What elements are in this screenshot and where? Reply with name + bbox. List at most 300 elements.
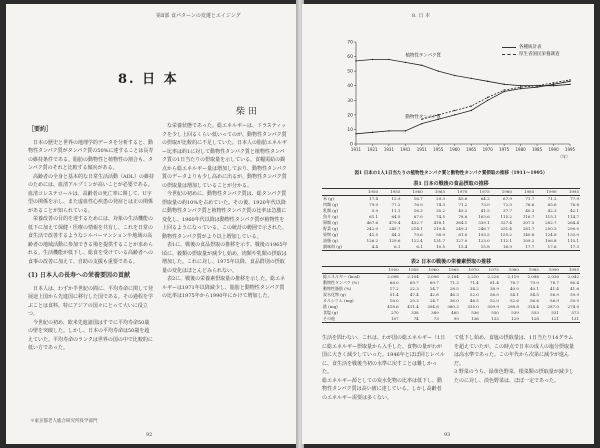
table-cell: 553: [531, 310, 539, 315]
table-cell: 74.5: [436, 214, 446, 219]
table-cell: 64.5: [391, 214, 401, 219]
column-header: 1985: [528, 267, 539, 272]
table-cell: 123.0: [478, 238, 490, 243]
table-cell: 44.3: [391, 232, 401, 237]
table-cell: 28.5: [449, 286, 459, 291]
table-cell: 573: [571, 310, 579, 315]
table-cell: 112.1: [500, 238, 512, 243]
left-column: [28, 122, 154, 353]
table-cell: 85.6: [547, 202, 557, 207]
table-cell: その他: [323, 316, 335, 321]
x-tick-label: 1960: [449, 147, 460, 152]
table-cell: 131: [571, 316, 579, 321]
body-paragraph: 日本人は、わずか半世紀の間に、平均寿命に関して発展途上国から先進国に移行した国である。その過程を学ぶことは食料、特にアジアの国々にとって大いに役立つ。: [28, 285, 154, 317]
table-cell: 77.2: [391, 202, 401, 207]
table-cell: 249.3: [455, 226, 468, 231]
data-point: [569, 81, 570, 82]
column-header: 1950: [367, 189, 379, 194]
table-cell: 54.1: [509, 292, 519, 297]
table-cell: 54.5: [530, 292, 539, 297]
table-cell: 56.9: [550, 292, 559, 297]
table-cell: 16.7: [413, 196, 423, 201]
table-cell: 40.3: [525, 208, 535, 213]
table-cell: 56.0: [489, 292, 499, 297]
x-tick-label: 1990: [548, 147, 559, 152]
table-cell: 128: [531, 316, 539, 321]
table-cell: 133.0: [567, 232, 579, 237]
data-point: [520, 88, 521, 89]
data-point: [355, 133, 356, 134]
y-tick-label: 10: [347, 127, 353, 133]
table-cell: 380.3: [447, 304, 459, 309]
table-cell: 389: [431, 310, 439, 315]
data-point: [553, 84, 554, 85]
table-cell: 74: [413, 316, 419, 321]
series-annotation: 動物性タンパク質: [405, 114, 442, 120]
food-intake-table: [322, 188, 580, 251]
table-cell: 122.4: [411, 238, 423, 243]
table-cell: 魚介 (g): [323, 214, 338, 219]
table-cell: 307.5: [522, 220, 535, 225]
body-paragraph: 表2に、戦後の栄養素摂取量の推移を示した。総エネルギーは1971年以降減少し、脂肪と動物性タンパク質の比率は1975年から1990年にかけて増加した。: [162, 276, 286, 299]
table-cell: 56.9: [550, 298, 559, 303]
table-cell: 270: [391, 310, 399, 315]
data-point: [421, 123, 422, 124]
data-point: [553, 85, 554, 86]
table-cell: 42.1: [570, 208, 579, 213]
section-paragraphs: [28, 285, 154, 353]
table-cell: 121: [551, 316, 559, 321]
table-cell: 肉類 (g): [323, 202, 338, 207]
right-page: [302, 4, 594, 444]
table-cell: 29.3: [436, 196, 446, 201]
column-header: [322, 189, 357, 196]
right-column: [162, 122, 288, 301]
body-paragraph: 今世紀の初め、欧米先進諸国はすでに平均寿命50歳の壁を突破した。しかし、日本の平均寿命は50歳を超えていた。平均寿命のランクは世界の国の中で比較的に低い方であった。: [28, 319, 153, 351]
table-cell: 67.9: [503, 196, 512, 201]
table-cell: 124.8: [545, 232, 557, 237]
table-cell: 127.0: [455, 238, 468, 243]
table-cell: 79.0: [530, 280, 539, 285]
table-cell: 129: [511, 316, 519, 321]
table-cell: 2,119: [507, 274, 519, 279]
table-cell: 40.1: [530, 286, 539, 291]
table-cell: 72.5: [503, 202, 512, 207]
data-point: [372, 59, 373, 60]
y-tick-label: 30: [347, 98, 353, 104]
left-page: [6, 4, 298, 444]
table-cell: 2,226: [487, 274, 499, 279]
table-row: [322, 244, 580, 251]
table-cell: 109.2: [522, 238, 535, 243]
table-cell: 2,104: [407, 274, 419, 279]
table-cell: 17.7: [525, 244, 535, 249]
data-point: [503, 89, 504, 90]
x-tick-label: 1985: [531, 147, 543, 152]
table-cell: 78.7: [509, 280, 519, 285]
table-cell: 411.4: [407, 304, 419, 309]
table-cell: 10.5: [436, 244, 446, 249]
table-cell: 41.6: [570, 286, 579, 291]
footnote: ＊東京都老人総合研究所疫学部門: [30, 419, 98, 424]
table-cell: 76.6: [525, 202, 535, 207]
x-tick-label: 1980: [515, 147, 526, 152]
summary-paragraphs: [28, 139, 154, 267]
x-tick-label: 1941: [400, 147, 411, 152]
table-cell: 2,026: [547, 274, 559, 279]
data-point: [471, 78, 472, 79]
x-tick-label: 1911: [350, 147, 362, 152]
x-tick-label: 1951: [416, 147, 427, 152]
body-column-left: [322, 334, 446, 402]
table-cell: 99: [453, 316, 459, 321]
y-tick-label: 40: [347, 84, 353, 90]
table-cell: 動物性脂肪 (%): [323, 286, 352, 291]
table-cell: 155.2: [500, 232, 512, 237]
table-cell: 531: [551, 310, 559, 315]
table-cell: 133: [491, 316, 499, 321]
author-name: 柴 田: [236, 107, 257, 117]
table-cell: 163.6: [478, 214, 490, 219]
table-cell: 264.4: [567, 220, 579, 225]
table-cell: 245.7: [388, 226, 401, 231]
table-cell: 140.6: [522, 232, 535, 237]
table-cell: 71.2: [547, 196, 557, 201]
column-header: 1980: [508, 267, 519, 272]
table-cell: 45.6: [458, 196, 468, 201]
figure-caption: 図1 日本の1人1日当たりの植物性タンパク質と動物性タンパク質摂取の推移（1911〜1995）: [354, 171, 548, 176]
table-cell: 74.3: [436, 202, 446, 207]
x-tick-label: 1995: [564, 147, 576, 152]
column-header: 1980: [501, 189, 512, 194]
table-cell: 46.3: [449, 292, 459, 297]
table-cell: 2,042: [567, 274, 579, 279]
table-cell: 309.9: [487, 304, 499, 309]
table-cell: 鉄 (mg): [323, 304, 338, 309]
data-point: [388, 59, 389, 60]
table-cell: 536: [471, 310, 479, 315]
table-cell: 11.1: [391, 208, 401, 213]
x-tick-label: 1931: [383, 147, 395, 152]
data-point: [471, 110, 472, 111]
column-header: 1950: [388, 267, 399, 272]
table-cell: 338: [411, 310, 419, 315]
table-cell: 12.9: [391, 196, 401, 201]
table-cell: 5.9: [371, 208, 379, 213]
table-cell: 4.4: [371, 244, 379, 249]
column-header: 1990: [546, 189, 557, 194]
table-cell: 2,210: [467, 274, 479, 279]
chapter-title: 8. 日 本: [118, 72, 179, 87]
table-cell: カルシウム (mg): [323, 298, 354, 303]
table-cell: 38.9: [489, 286, 499, 291]
table-cell: 17.6: [547, 244, 557, 249]
table-cell: 78.6: [458, 214, 468, 219]
table-cell: 動物性タンパク (%): [323, 280, 359, 285]
column-header: 1965: [434, 189, 446, 194]
nutrient-intake-table: [322, 266, 580, 323]
legend-item: 厚生省国民栄養調査: [502, 51, 560, 58]
table-cell: 287.0: [547, 304, 559, 309]
table-cell: 卵類 (g): [323, 220, 338, 225]
table-cell: 42.8: [429, 292, 439, 297]
data-point: [355, 60, 356, 61]
table-cell: 41.5: [480, 208, 490, 213]
table-cell: 2,184: [447, 274, 459, 279]
table-cell: 45.2: [458, 208, 468, 213]
table-cell: 2,098: [387, 274, 399, 279]
table-cell: 乳類 (g): [323, 208, 338, 213]
table-cell: 58.9: [436, 232, 446, 237]
table-cell: 539: [511, 310, 519, 315]
data-point: [438, 70, 439, 71]
body-paragraph: 3 野菜のうち、緑黄色野菜、根菜類の摂取量が減少したのに対し、淡色野菜は、ほぼ一定であった。: [454, 369, 574, 384]
table-cell: 78.7: [550, 280, 559, 285]
table-cell: 15.4: [458, 244, 468, 249]
table-cell: 261.7: [522, 226, 535, 231]
column-header: [322, 267, 380, 274]
column-header: 1995: [568, 189, 579, 194]
table-cell: 56.6: [530, 298, 539, 303]
table-header-row: [322, 267, 580, 274]
data-point: [487, 97, 488, 98]
table2-caption: 表2 日本の戦後の栄養素摂取の推移: [410, 259, 492, 265]
page-number: 92: [146, 432, 153, 438]
table-cell: 食塩 (g): [323, 310, 338, 315]
table-cell: 339.1: [478, 220, 490, 225]
table-cell: 81.0: [458, 232, 468, 237]
data-point: [536, 86, 537, 87]
table-cell: 42.3: [547, 208, 557, 213]
chart-legend: [502, 44, 560, 58]
table-cell: 290.0: [567, 226, 579, 231]
table-cell: 79.6: [413, 232, 423, 237]
table-cell: 34.2: [469, 286, 479, 291]
table-cell: 69.7: [429, 280, 439, 285]
data-point: [553, 82, 554, 83]
table-cell: 68.0: [389, 280, 399, 285]
table-cell: 52.6: [509, 298, 519, 303]
table-cell: 242.0: [366, 226, 379, 231]
table-cell: 71.2: [458, 202, 468, 207]
column-header: 1970: [457, 189, 468, 194]
table-cell: 71.4: [469, 280, 479, 285]
x-tick-label: 1975: [499, 147, 510, 152]
table-cell: 24.7: [429, 298, 439, 303]
table-header-row: [322, 189, 580, 196]
table-cell: 246.7: [478, 226, 490, 231]
legend-item: 各種統計表: [502, 44, 560, 51]
table-cell: 394.8: [427, 304, 439, 309]
table-cell: 67.0: [413, 214, 423, 219]
body-paragraphs: [162, 122, 288, 301]
legend-dashed-swatch: [502, 54, 516, 55]
body-paragraph: 表1に、戦後の食品摂取の推移を示す。戦後の1965年頃に、穀類の摂取量が減少し始め、肉類や乳類の摂取は増加した。これに対し、1975年以降、食品群別の摂取量の変化はほとんどみられない。: [162, 242, 288, 274]
table-cell: 調味料 (g): [323, 244, 342, 249]
table-cell: 2,096: [427, 274, 439, 279]
table-cell: 17.3: [570, 244, 579, 249]
table-cell: 79.0: [369, 202, 379, 207]
table-cell: 52.0: [489, 298, 499, 303]
summary-heading: ［要約］: [28, 126, 53, 133]
column-header: 1985: [524, 189, 535, 194]
table-cell: 6.1: [416, 244, 423, 249]
y-tick-label: 0: [350, 142, 353, 148]
body-paragraph: な栄養状態であった。総エネルギーは、ドラスティックを少し上回るくらい低いってのが、動物性タンパク質の摂取が比較的に不足していた。日本人の脂肪エネルギー比率は約1に対して動物性タンパク質と植物性タンパク質の1日当たりの摂取量を示している。食糧需給の観点から総エネルギー量は増加しており、動物性タンパク質のデータよりも少し高めに出るが、動物性タンパク質の摂取量は増加していることが分かる。: [162, 123, 288, 189]
table-cell: 22.3: [409, 286, 419, 291]
table-cell: 野菜 (g): [323, 226, 338, 231]
running-header: 第Ⅱ部 食パターンの変遷とエイジング: [156, 13, 241, 19]
y-tick-label: 60: [347, 55, 353, 61]
table-cell: 41.4: [550, 286, 559, 291]
table-cell: 76.9: [413, 202, 423, 207]
table-cell: 465: [451, 310, 459, 315]
table-cell: 114.7: [567, 214, 579, 219]
table-cell: 250.3: [545, 226, 557, 231]
table-cell: 327.4: [500, 220, 512, 225]
table-cell: 20.3: [409, 298, 419, 303]
summary-paragraph: 日本の歴史と世界の地理学的データを分析すると、動物性タンパク質がタンパク質の50%に達することは長寿の維持条件である。脂肪の動物性と植物性の割合も、タンパク質のそれと比較する傾向がある。: [28, 139, 154, 171]
summary-paragraph: 栄養改善の目的を達するためには、対象の生活機能の低下に加えて保健・医療の情報を共有し、これを日常の食生活で改善するようなシルバーマンションや地域の高齢者の地域活動に参加できる場を提供することが求められる。生活機能が低下し、総食を受けている高齢者への食事の改善に加えて、自助の支援も重要である。: [28, 216, 154, 265]
data-point: [454, 75, 455, 76]
data-point: [569, 84, 570, 85]
table-cell: 61.1: [369, 214, 379, 219]
column-header: 1995: [568, 267, 579, 272]
table-cell: 479.4: [388, 220, 401, 225]
table-cell: 115.2: [500, 214, 512, 219]
table-cell: 17.2: [389, 286, 399, 291]
table-cell: 219.4: [433, 226, 446, 231]
table-cell: 418.1: [433, 220, 446, 225]
table-cell: 米 (g): [323, 196, 334, 201]
table-cell: 314.4: [527, 304, 539, 309]
table-cell: 78.8: [570, 202, 579, 207]
body-paragraph: 総エネルギー源としての炭水化物の比率は低下し、動物性タンパク質は高い値に達している。しかし高齢者のエネルギー需要は多くない。: [322, 377, 443, 401]
data-point: [405, 130, 406, 131]
table-cell: 37.7: [503, 208, 512, 213]
column-header: 1955: [408, 267, 419, 272]
column-header: 1960: [428, 267, 439, 272]
table-cell: 214.1: [411, 226, 423, 231]
data-point: [520, 85, 521, 86]
table-cell: 136: [471, 316, 479, 321]
data-point: [405, 62, 406, 63]
table-cell: 果物 (g): [323, 232, 338, 237]
summary-paragraph: 高齢者の全身と基本的な日常生活活動（ADL）の維持のためには、血清アルブミンが高いことが必要である。血清コレステロールは、高齢者の死亡率に関して、U字型の関係を示し、また虚血性心疾患の発症とは正の関係があることが知られている。: [28, 173, 154, 214]
series-line: [356, 60, 570, 86]
data-point: [503, 91, 504, 92]
table-cell: 40.0: [509, 286, 519, 291]
column-header: 1955: [390, 189, 401, 194]
table-cell: 35.2: [436, 208, 446, 213]
legend-solid-swatch: [502, 47, 516, 48]
table-row: [322, 316, 580, 323]
table-cell: 193.5: [478, 232, 490, 237]
table-cell: 282.7: [545, 220, 557, 225]
table-cell: 106.8: [545, 238, 557, 243]
data-point: [487, 100, 488, 101]
column-header: 1960: [412, 189, 423, 194]
table-cell: 81.4: [489, 280, 499, 285]
x-axis-label: （年）: [558, 154, 570, 159]
data-point: [487, 81, 488, 82]
table1-caption: 表1 日本の戦後の食品摂取の推移: [413, 181, 489, 187]
table-cell: 18.0: [389, 298, 399, 303]
column-header: 1965: [448, 267, 459, 272]
table-cell: 116.7: [522, 214, 535, 219]
table-cell: 364.1: [455, 220, 468, 225]
data-point: [454, 110, 455, 111]
table-cell: 129.6: [388, 238, 401, 243]
table-cell: 126.2: [366, 238, 379, 243]
table-cell: 52.0: [469, 292, 479, 297]
table-cell: 115.1: [545, 214, 557, 219]
x-tick-label: 1965: [466, 147, 477, 152]
table-cell: 36.0: [449, 298, 459, 303]
data-point: [503, 84, 504, 85]
table-cell: 452.7: [411, 220, 423, 225]
y-tick-label: 50: [347, 69, 353, 75]
table-cell: 251.4: [500, 226, 512, 231]
table-cell: 69.7: [409, 280, 419, 285]
table-cell: 炭水化物 (g): [323, 292, 346, 297]
column-header: 1975: [479, 189, 490, 194]
column-header: 1975: [488, 267, 499, 272]
table-cell: 274.0: [567, 304, 579, 309]
table-cell: 24.7: [429, 286, 439, 291]
data-point: [536, 85, 537, 86]
table-cell: 64.2: [480, 196, 490, 201]
table-cell: 73: [433, 316, 439, 321]
table-cell: 15.8: [480, 244, 490, 249]
y-tick-label: 70: [347, 40, 353, 46]
section-heading: (1) 日本人の長寿への栄養要因の貢献: [28, 272, 130, 279]
series-annotation: 植物性タンパク質: [405, 53, 442, 59]
x-tick-label: 1955: [433, 147, 444, 152]
table-cell: 73.0: [480, 202, 490, 207]
column-header: 1990: [548, 267, 559, 272]
table-cell: 59.9: [570, 292, 579, 297]
table-cell: 335.0: [467, 304, 479, 309]
series-line: [356, 81, 570, 134]
table-cell: 51.4: [389, 292, 399, 297]
column-header: 1970: [468, 267, 479, 272]
table-cell: 107: [391, 316, 399, 321]
table-cell: 131.7: [433, 238, 446, 243]
running-header: 8. 日 本: [412, 13, 430, 19]
table-cell: 418.6: [387, 304, 399, 309]
table-cell: 16.9: [503, 244, 512, 249]
table-cell: 41.5: [369, 232, 379, 237]
table-cell: 16.3: [413, 208, 423, 213]
page-number: 93: [444, 432, 451, 438]
y-tick-label: 20: [347, 113, 353, 119]
table-cell: 71.3: [449, 280, 459, 285]
table-cell: 115.1: [567, 238, 579, 243]
table-cell: 6.1: [394, 244, 401, 249]
table-cell: 2,088: [527, 274, 539, 279]
body-column-right: [454, 334, 578, 385]
data-point: [471, 105, 472, 106]
table-cell: 46.5: [469, 298, 479, 303]
data-point: [421, 65, 422, 66]
table-cell: 59.9: [570, 298, 579, 303]
data-point: [520, 86, 521, 87]
x-tick-label: 1921: [367, 147, 378, 152]
table-cell: 総エネルギー (kcal): [323, 274, 360, 279]
data-point: [569, 79, 570, 80]
table-cell: 47.4: [409, 292, 419, 297]
